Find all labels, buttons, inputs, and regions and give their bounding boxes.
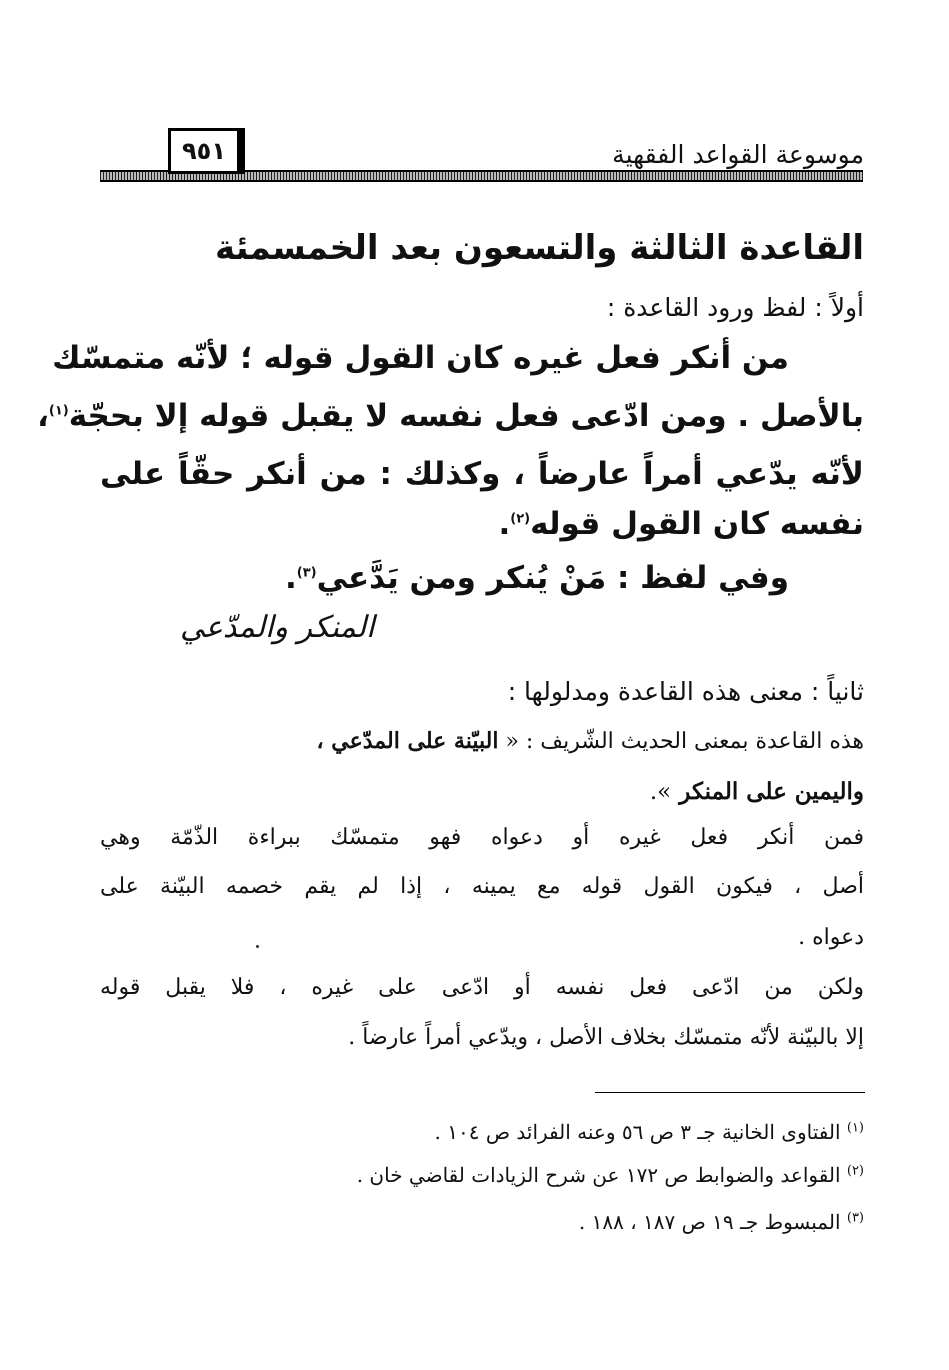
rule-text-line-2: بالأصل . ومن ادّعى فعل نفسه لا يقبل قوله إلا بحجّة$^{(١)}$، [37, 398, 864, 434]
stray-mark [256, 945, 259, 948]
page-number: ٩٥١ [182, 137, 226, 165]
hadith-part-1: البيّنة على المدّعي ، [316, 728, 499, 754]
rule-text-line-1: من أنكر فعل غيره كان القول قوله ؛ لأنّه متمسّك [52, 340, 789, 376]
meaning-heading: ثانياً : معنى هذه القاعدة ومدلولها : [507, 677, 864, 706]
meaning-line-1: فمن أنكر فعل غيره أو دعواه فهو متمسّك ببراءة الذّمّة وهي [100, 825, 864, 850]
first-heading: أولاً : لفظ ورود القاعدة : [606, 293, 864, 322]
footnote-mark-3: (٣) [296, 565, 317, 581]
footnote-mark-1: (١) [48, 403, 69, 419]
footnote-2-mark: (٢) [846, 1163, 864, 1179]
footnote-3 [579, 1210, 864, 1234]
meaning-line-2: أصل ، فيكون القول قوله مع يمينه ، إذا لم يقم خصمه البيّنة على [100, 874, 864, 899]
footnote-2-text: القواعد والضوابط ص ١٧٢ عن شرح الزيادات لقاضي خان . [356, 1163, 841, 1187]
hadith-line-2 [650, 778, 864, 805]
rule-text-line-2-text: بالأصل . ومن ادّعى فعل نفسه لا يقبل قوله إلا بحجّة [68, 398, 864, 434]
rule-text-line-4: نفسه كان القول قوله$^{(٢)}$. [498, 506, 864, 542]
footnote-1-text: الفتاوى الخانية جـ ٣ ص ٥٦ وعنه الفرائد ص ١٠٤ . [434, 1120, 841, 1144]
hadith-close: ». [649, 779, 672, 805]
alt-wording: وفي لفظ : مَنْ يُنكر ومن يَدَّعي$^{(٣)}$. [285, 560, 789, 596]
rule-text-line-4-text: نفسه كان القول قوله [530, 506, 864, 542]
footnote-2 [357, 1163, 864, 1187]
meaning-line-3: دعواه . [798, 925, 864, 950]
handwritten-note: المنكر والمدّعي [180, 610, 375, 645]
meaning-line-5: إلا بالبيّنة لأنّه متمسّك بخلاف الأصل ، ويدّعي أمراً عارضاً . [348, 1025, 864, 1050]
hadith-line-1 [317, 728, 864, 754]
rule-title: القاعدة الثالثة والتسعون بعد الخمسمئة [214, 228, 864, 268]
hadith-intro: هذه القاعدة بمعنى الحديث الشّريف : « [505, 729, 864, 754]
running-header-title: موسوعة القواعد الفقهية [612, 140, 864, 169]
meaning-line-4: ولكن من ادّعى فعل نفسه أو ادّعى على غيره ، فلا يقبل قوله [100, 975, 864, 1000]
footnote-3-text: المبسوط جـ ١٩ ص ١٨٧ ، ١٨٨ . [578, 1210, 841, 1234]
footnote-1-mark: (١) [846, 1120, 864, 1136]
hadith-part-2: واليمين على المنكر [679, 778, 864, 805]
alt-wording-text: وفي لفظ : مَنْ يُنكر ومن يَدَّعي [316, 560, 789, 596]
page-number-box [168, 128, 245, 174]
footnote-1 [435, 1120, 864, 1144]
footnote-mark-2: (٢) [510, 511, 531, 527]
footnote-3-mark: (٣) [846, 1210, 864, 1226]
footnote-separator [595, 1092, 865, 1093]
rule-text-line-3: لأنّه يدّعي أمراً عارضاً ، وكذلك : من أنكر حقّاً على [100, 456, 864, 492]
